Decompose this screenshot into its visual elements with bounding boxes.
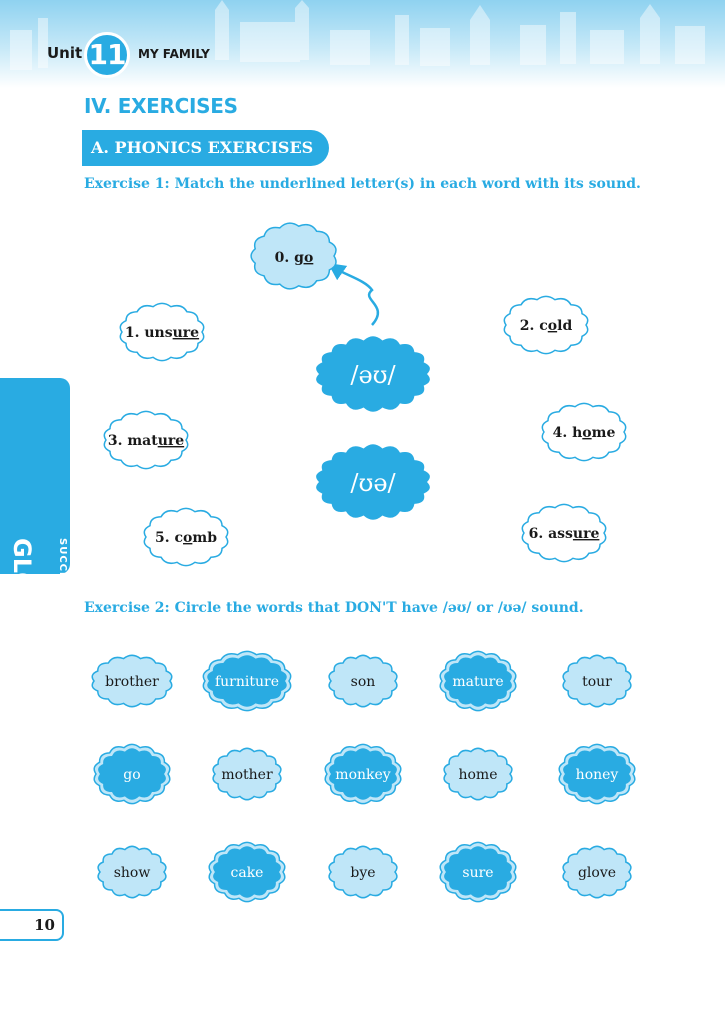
word-label-5: 5. comb xyxy=(155,530,217,546)
word-cloud-6[interactable] xyxy=(522,504,605,561)
subsection-banner: A. PHONICS EXERCISES xyxy=(82,130,329,166)
word-cloud-r2-c1[interactable] xyxy=(94,744,170,803)
page-number: 10 xyxy=(0,909,64,941)
word-label-r1-c4: mature xyxy=(452,674,504,690)
word-label-r1-c5: tour xyxy=(582,674,612,690)
word-label-4: 4. home xyxy=(552,425,616,441)
exercise-1-title: Exercise 1: Match the underlined letter(s) in each word with its sound. xyxy=(84,176,641,192)
word-cloud-r2-c5[interactable] xyxy=(559,744,635,803)
word-cloud-r2-c2[interactable] xyxy=(213,748,281,799)
unit-title: MY FAMILY xyxy=(138,47,210,61)
word-label-r1-c2: furniture xyxy=(214,674,280,690)
sound-label-2: /ʊə/ xyxy=(350,469,396,497)
word-cloud-r3-c1[interactable] xyxy=(98,846,166,897)
word-cloud-2[interactable] xyxy=(504,296,587,353)
word-cloud-r1-c1[interactable] xyxy=(92,655,172,706)
section-title: IV. EXERCISES xyxy=(84,94,238,118)
word-label-r2-c5: honey xyxy=(575,767,619,783)
word-cloud-r3-c2[interactable] xyxy=(209,842,285,901)
word-cloud-r3-c4[interactable] xyxy=(440,842,516,901)
sidebar-tab xyxy=(0,378,70,645)
match-arrow xyxy=(335,268,378,325)
word-cloud-5[interactable] xyxy=(144,508,227,565)
example-word: 0. go xyxy=(274,250,314,266)
word-label-r3-c3: bye xyxy=(350,865,376,881)
word-cloud-r1-c2[interactable] xyxy=(203,651,290,710)
word-label-r2-c4: home xyxy=(458,767,498,783)
word-label-r3-c5: glove xyxy=(577,865,617,881)
word-label-r1-c3: son xyxy=(350,674,376,690)
unit-number-badge: 11 xyxy=(84,32,130,78)
word-cloud-r3-c3[interactable] xyxy=(329,846,397,897)
word-label-r2-c2: mother xyxy=(221,767,273,783)
word-cloud-r2-c4[interactable] xyxy=(444,748,512,799)
word-cloud-r1-c3[interactable] xyxy=(329,655,397,706)
word-label-1: 1. unsure xyxy=(124,325,200,341)
word-cloud-1[interactable] xyxy=(120,303,203,360)
word-cloud-r1-c5[interactable] xyxy=(563,655,631,706)
word-label-6: 6. assure xyxy=(528,526,600,542)
word-label-r3-c4: sure xyxy=(462,865,494,881)
word-cloud-4[interactable] xyxy=(542,403,625,460)
word-label-3: 3. mature xyxy=(107,433,185,449)
word-label-r2-c3: monkey xyxy=(335,767,391,783)
word-label-r1-c1: brother xyxy=(105,674,159,690)
word-label-r3-c2: cake xyxy=(230,865,264,881)
word-cloud-r3-c5[interactable] xyxy=(563,846,631,897)
word-label-r3-c1: show xyxy=(113,865,151,881)
word-cloud-3[interactable] xyxy=(104,411,187,468)
sound-cloud-1 xyxy=(316,336,430,412)
sidebar-brand: GLOBAL xyxy=(8,538,36,645)
sound-cloud-2 xyxy=(316,444,430,520)
sidebar-sub: SUCCESS xyxy=(57,538,68,596)
word-cloud-r2-c3[interactable] xyxy=(325,744,401,803)
unit-label: Unit xyxy=(47,44,83,62)
word-label-r2-c1: go xyxy=(123,767,141,783)
example-cloud xyxy=(251,223,336,289)
sound-label-1: /əʊ/ xyxy=(350,361,396,389)
exercise-2-title: Exercise 2: Circle the words that DON'T have /əʊ/ or /ʊə/ sound. xyxy=(84,600,584,616)
word-label-2: 2. cold xyxy=(519,318,573,334)
word-cloud-r1-c4[interactable] xyxy=(440,651,516,710)
